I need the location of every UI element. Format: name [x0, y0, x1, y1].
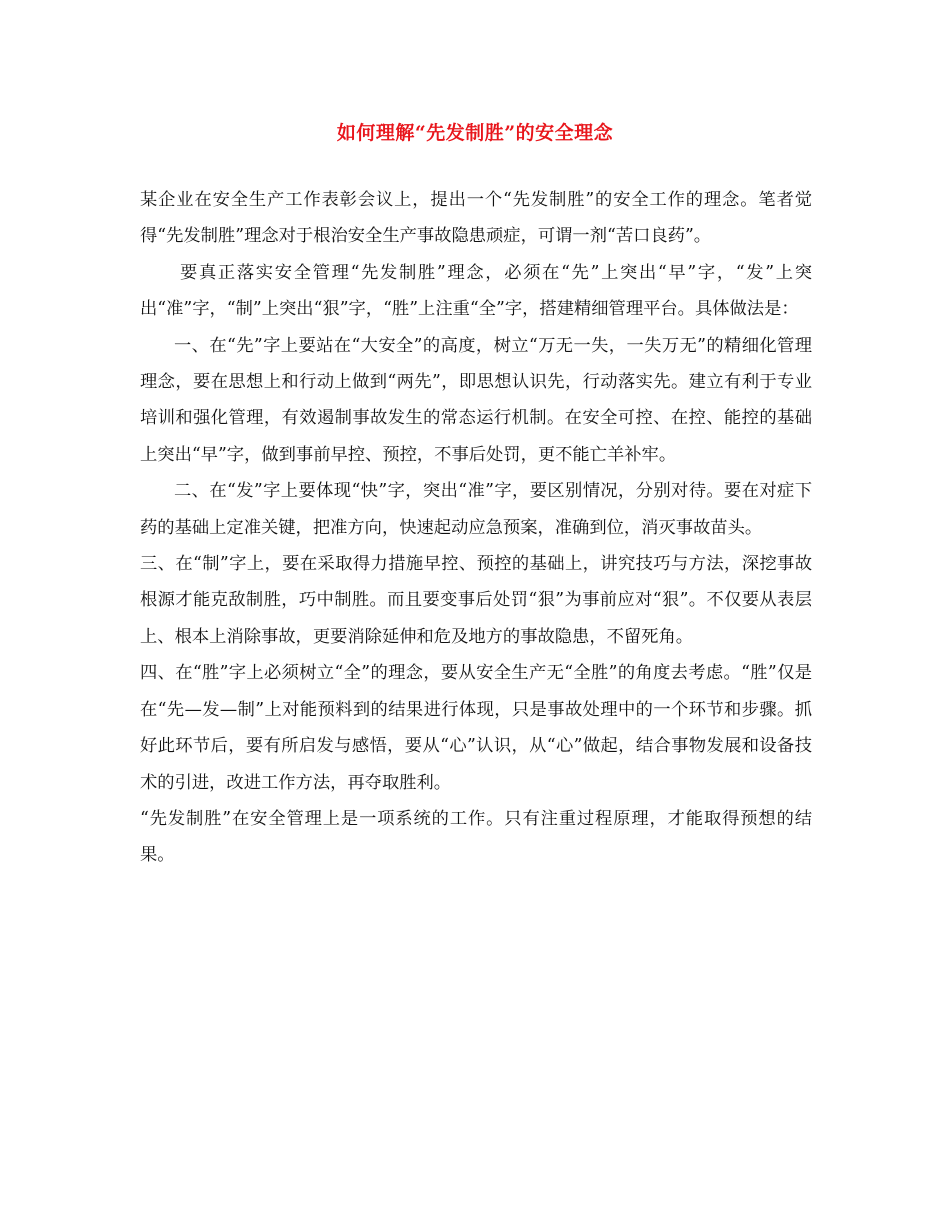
- paragraph-conclusion: “先发制胜”在安全管理上是一项系统的工作。只有注重过程原理，才能取得预想的结果。: [140, 808, 812, 866]
- paragraph-point-1: 一、在“先”字上要站在“大安全”的高度，树立“万无一失，一失万无”的精细化管理理念，要在思想上和行动上做到“两先”，即思想认识先，行动落实先。建立有利于专业培训和强化管理，有效遏制事故发生的常态运行机制。在安全可控、在控、能控的基础上突出“早”字，做到事前早控、预控，不事后处罚，更不能亡羊补牢。: [140, 335, 812, 465]
- paragraph-overview: 要真正落实安全管理“先发制胜”理念，必须在“先”上突出“早”字，“发”上突出“准”字，“制”上突出“狠”字，“胜”上注重“全”字，搭建精细管理平台。具体做法是：: [140, 262, 812, 320]
- paragraph-intro: 某企业在安全生产工作表彰会议上，提出一个“先发制胜”的安全工作的理念。笔者觉得“先发制胜”理念对于根治安全生产事故隐患顽症，可谓一剂“苦口良药”。: [140, 190, 812, 247]
- document-title: 如何理解“先发制胜”的安全理念: [336, 122, 614, 144]
- document-body: [140, 182, 812, 874]
- paragraph-point-2: 二、在“发”字上要体现“快”字，突出“准”字，要区别情况，分别对待。要在对症下药的基础上定准关键，把准方向，快速起动应急预案，准确到位，消灭事故苗头。: [140, 481, 812, 538]
- paragraph-point-3: 三、在“制”字上，要在采取得力措施早控、预控的基础上，讲究技巧与方法，深挖事故根源才能克敌制胜，巧中制胜。而且要变事后处罚“狠”为事前应对“狠”。不仅要从表层上、根本上消除事故，更要消除延伸和危及地方的事故隐患，不留死角。: [140, 554, 812, 647]
- paragraph-point-4: 四、在“胜”字上必须树立“全”的理念，要从安全生产无“全胜”的角度去考虑。“胜”仅是在“先—发—制”上对能预料到的结果进行体现，只是事故处理中的一个环节和步骤。抓好此环节后，要有所启发与感悟，要从“心”认识，从“心”做起，结合事物发展和设备技术的引进，改进工作方法，再夺取胜利。: [140, 663, 812, 793]
